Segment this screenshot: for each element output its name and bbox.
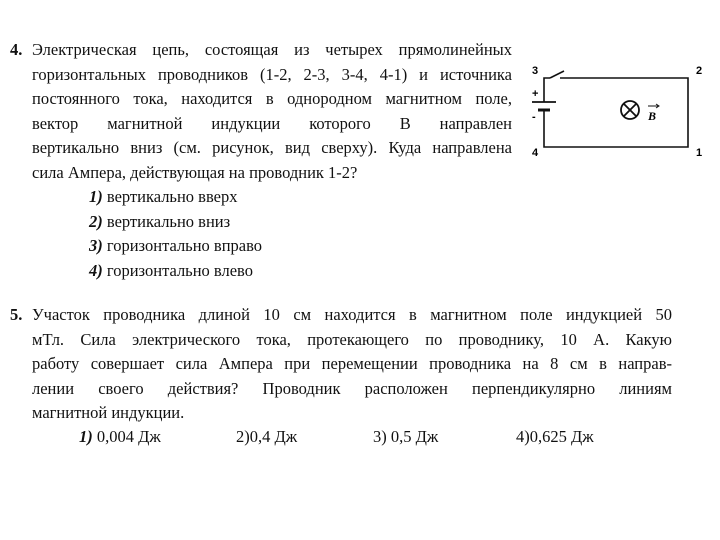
option-text: вертикально вниз (106, 211, 231, 231)
question-5-number: 5. (10, 305, 23, 324)
answer-number: 3) (373, 427, 387, 446)
question-5-line: работу совершает сила Ампера при перемещении проводника на 8 см в направ- (32, 354, 672, 373)
question-4-number: 4. (10, 40, 23, 59)
question-5-text (32, 303, 672, 426)
option-text: вертикально вверх (106, 187, 238, 206)
corner-label-4: 4 (532, 147, 539, 159)
answer-number: 4) (516, 427, 530, 446)
question-4-line: вектор магнитной индукции которого B направлен (32, 113, 512, 133)
question-4-options (89, 185, 262, 283)
switch-lever (550, 71, 564, 78)
circuit-diagram (520, 58, 710, 164)
answer-number: 2) (236, 427, 250, 446)
answer-4 (516, 425, 594, 450)
option-number: 1) (89, 187, 103, 206)
option-number: 4) (89, 260, 103, 280)
question-4-line: вертикально вниз (см. рисунок, вид сверху). Куда направлена (32, 138, 512, 157)
question-5-line: лении своего действия? Проводник расположен перпендикулярно линиям (32, 378, 672, 398)
battery-minus: - (532, 111, 536, 123)
option-2 (89, 210, 262, 235)
corner-label-3: 3 (532, 65, 539, 77)
field-label-b: B (648, 109, 657, 123)
answer-text: 0,5 Дж (386, 427, 439, 446)
battery-plus: + (532, 88, 539, 100)
option-text: горизонтально влево (106, 260, 253, 280)
answer-3 (373, 425, 438, 450)
option-text: горизонтально вправо (106, 236, 263, 255)
answer-text: 0,4 Дж (249, 427, 298, 446)
answer-number: 1) (79, 427, 93, 446)
option-3 (89, 234, 262, 259)
question-5-line: магнитной индукции. (32, 403, 185, 422)
question-5-line: мТл. Сила электрического тока, протекающего по проводнику, 10 А. Какую (32, 329, 672, 349)
answer-2 (236, 425, 297, 450)
option-number: 3) (89, 236, 103, 255)
wire-left-upper (544, 78, 550, 102)
question-5-line: Участок проводника длиной 10 см находится в магнитном поле индукцией 50 (32, 305, 672, 324)
question-4-line: постоянного тока, находится в однородном магнитном поле, (32, 89, 512, 108)
option-4 (89, 259, 262, 284)
answer-1 (79, 425, 161, 450)
answer-text: 0,004 Дж (92, 427, 161, 446)
question-5-answers (79, 425, 679, 449)
option-1 (89, 185, 262, 210)
corner-label-1: 1 (696, 147, 703, 159)
answer-text: 0,625 Дж (529, 427, 594, 446)
option-number: 2) (89, 211, 103, 231)
question-4-line: горизонтальных проводников (1-2, 2-3, 3-4, 4-1) и источника (32, 64, 512, 84)
wire-2-3 (544, 78, 688, 147)
question-4-line: сила Ампера, действующая на проводник 1-2? (32, 162, 358, 182)
question-4-line: Электрическая цепь, состоящая из четырех прямолинейных (32, 40, 512, 59)
corner-label-2: 2 (696, 65, 703, 77)
question-4-text (32, 38, 512, 185)
